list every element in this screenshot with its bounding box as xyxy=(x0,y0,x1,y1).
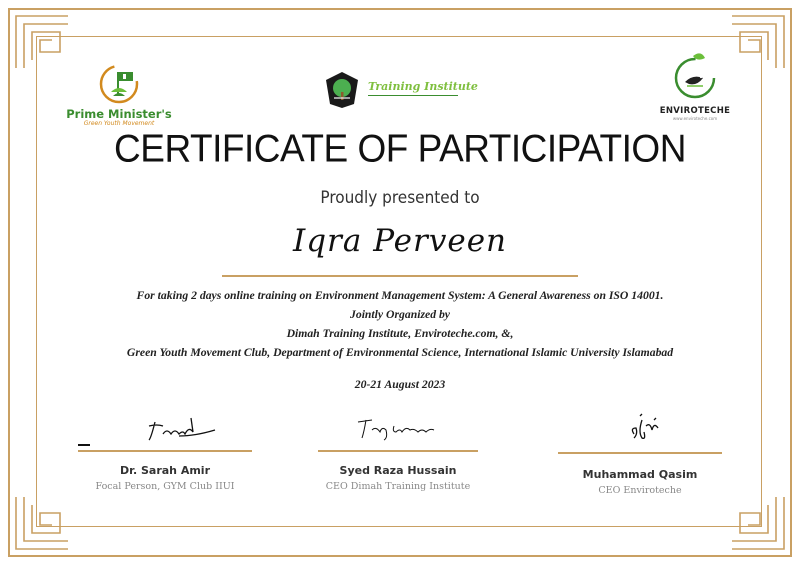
signatory-name-3: Muhammad Qasim xyxy=(582,467,698,481)
signature-line-2 xyxy=(318,450,478,452)
signatory-role-1: Focal Person, GYM Club IIUI xyxy=(95,480,235,492)
recipient-name: Iqra Perveen xyxy=(292,223,508,259)
jointly-organized-label: Jointly Organized by xyxy=(350,308,450,321)
presented-label: Proudly presented to xyxy=(320,188,480,208)
signature-tick-1 xyxy=(78,444,90,446)
organizers-line-2: Green Youth Movement Club, Department of Environmental Science, International Islamic University Islamabad xyxy=(126,346,674,359)
pm-logo-title: Prime Minister's xyxy=(66,107,172,121)
training-institute-underline xyxy=(368,95,458,96)
signature-block-1 xyxy=(78,408,252,492)
signature-muhammad-qasim xyxy=(580,408,700,448)
signature-sarah-amir xyxy=(105,408,225,446)
dimah-shield-tree-icon xyxy=(322,70,362,110)
bird-leaf-icon xyxy=(671,52,719,102)
training-date: 20-21 August 2023 xyxy=(354,378,446,391)
signature-line-1 xyxy=(78,450,252,452)
signatory-name-1: Dr. Sarah Amir xyxy=(119,463,211,477)
enviroteche-logo xyxy=(650,52,740,121)
pm-green-youth-logo xyxy=(64,62,174,127)
training-institute-logo xyxy=(318,70,478,110)
pakistan-flag-sapling-icon xyxy=(97,62,141,104)
signature-block-2 xyxy=(318,408,478,492)
recipient-underline xyxy=(222,275,578,277)
signature-block-3 xyxy=(558,408,722,496)
training-institute-title: Training Institute xyxy=(368,80,478,93)
training-description: For taking 2 days online training on Environment Management System: A General Awareness on ISO 14001. xyxy=(136,289,664,302)
enviroteche-title: ENVIROTECHE xyxy=(659,106,731,116)
signature-syed-raza-hussain xyxy=(338,408,458,446)
pm-logo-subtitle: Green Youth Movement xyxy=(83,120,155,127)
organizers-line-1: Dimah Training Institute, Enviroteche.com, &, xyxy=(286,327,514,340)
corner-ornament-bottom-left xyxy=(14,495,70,551)
signatory-role-3: CEO Enviroteche xyxy=(598,484,682,496)
corner-ornament-bottom-right xyxy=(730,495,786,551)
enviroteche-url: www.enviroteche.com xyxy=(672,116,718,121)
signature-line-3 xyxy=(558,452,722,454)
signatory-name-2: Syed Raza Hussain xyxy=(339,463,457,477)
signatory-role-2: CEO Dimah Training Institute xyxy=(325,480,471,492)
corner-ornament-top-left xyxy=(14,14,70,70)
certificate-title: CERTIFICATE OF PARTICIPATION xyxy=(114,126,686,170)
